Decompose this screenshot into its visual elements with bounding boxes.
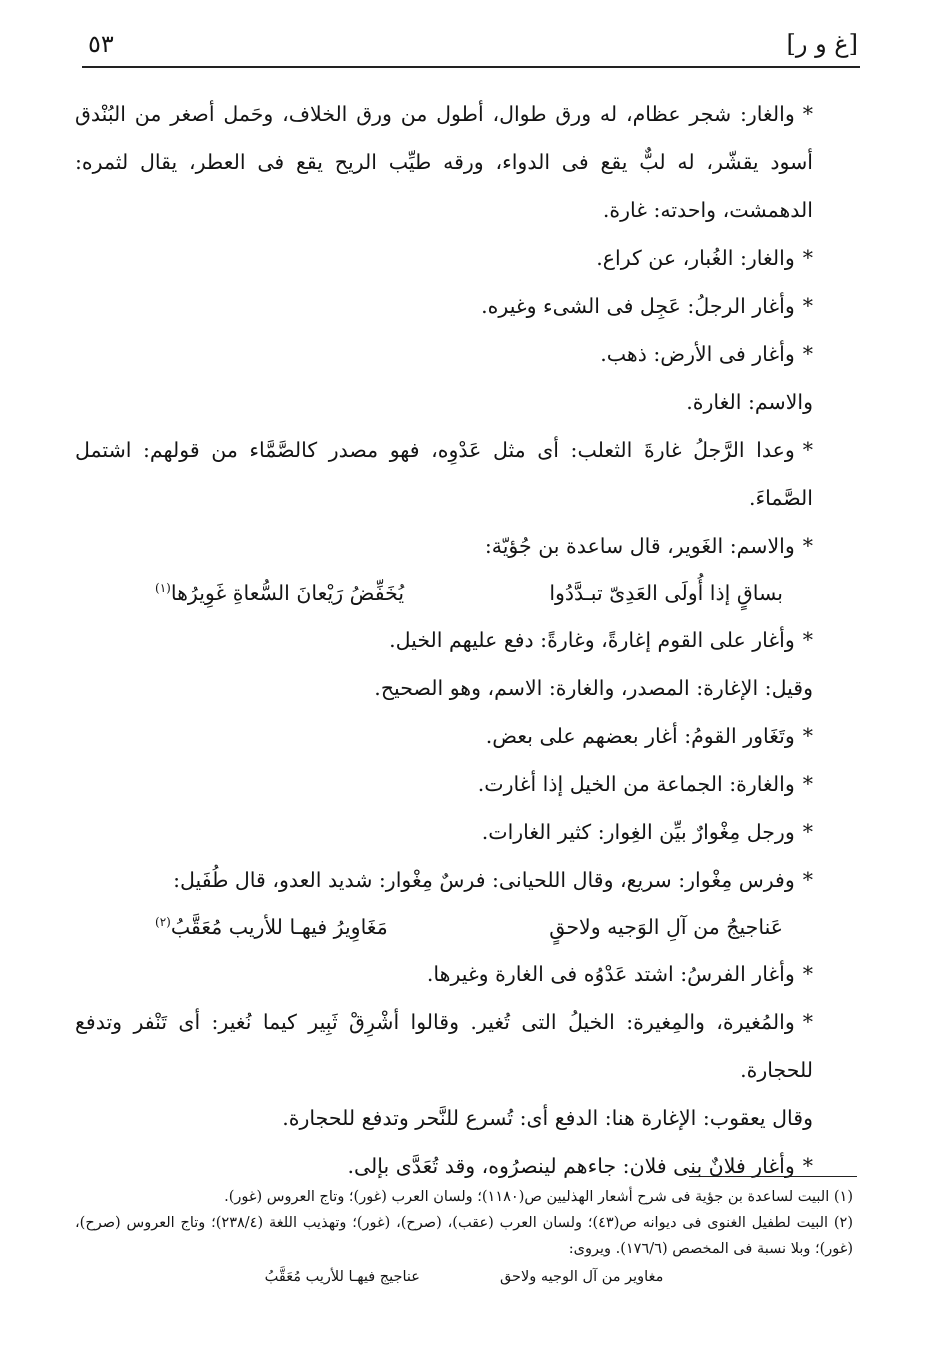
footnote-ref: (١) <box>155 581 171 596</box>
paragraph <box>75 1142 853 1190</box>
asterisk-marker: * <box>802 628 813 652</box>
paragraph-text: والمُغيرة، والمِغيرة: الخيلُ التى تُغير. وقالوا أشْرِقْ ثَبِير كيما نُغير: أى تَنْفر وتدفع للحجارة. <box>75 1010 813 1082</box>
footnote <box>75 1210 853 1262</box>
asterisk-marker: * <box>802 820 813 844</box>
paragraph-text: والغارة: الجماعة من الخيل إذا أغارت. <box>477 772 795 796</box>
paragraph <box>75 378 853 426</box>
paragraph-text: وأغار الرجلُ: عَجِل فى الشىء وغيره. <box>481 294 795 318</box>
footnote-verse-first-hemistich: مغاوير من آل الوجيه ولاحق <box>499 1269 664 1285</box>
paragraph-text: والغار: الغُبار، عن كراع. <box>596 246 795 270</box>
paragraph-text: والاسم: الغَوير، قال ساعدة بن جُؤيّة: <box>484 534 795 558</box>
poetry-verse <box>75 570 853 616</box>
asterisk-marker: * <box>802 1154 813 1178</box>
footnote-number: (٢) <box>833 1215 854 1231</box>
paragraph <box>75 664 853 712</box>
paragraph-text: وقال يعقوب: الإغارة هنا: الدفع أى: تُسرع للنَّحر وتدفع للحجارة. <box>282 1106 813 1130</box>
paragraph <box>75 234 853 282</box>
paragraph-text: وأغار الفرسُ: اشتد عَدْوُه فى الغارة وغيرها. <box>426 962 795 986</box>
asterisk-marker: * <box>802 1010 813 1034</box>
verse-first-hemistich: بساقٍ إذا أُولَى العَدِىّ تبـدَّدُوا <box>549 581 783 605</box>
paragraph-text: وتَغَاور القومُ: أغار بعضهم على بعض. <box>485 724 795 748</box>
footnote-verse-second-hemistich: عناجيج فيهـا للأريب مُعَقَّبُ <box>264 1269 420 1285</box>
footnote-number: (١) <box>833 1189 853 1205</box>
paragraph <box>75 90 853 234</box>
footnote-text: البيت لطفيل الغنوى فى ديوانه ص(٤٣)؛ ولسان العرب (عقب)، (صرح)، (غور)؛ وتهذيب اللغة (٢٣٨/٤)؛ وتاج العروس (صرح)، (غور)؛ وبلا نسبة فى المخصص (١٧٦/٦). ويروى: <box>75 1215 853 1257</box>
paragraph-text: وأغار على القوم إغارةً، وغارةً: دفع عليهم الخيل. <box>389 628 795 652</box>
asterisk-marker: * <box>802 868 813 892</box>
verse-first-hemistich: عَناجيجُ من آلِ الوَجيه ولاحقٍ <box>549 915 783 939</box>
paragraph <box>75 712 853 760</box>
paragraph-text: ورجل مِغْوارٌ بيِّن الغِوار: كثير الغارات. <box>481 820 795 844</box>
paragraph-text: وقيل: الإغارة: المصدر، والغارة: الاسم، وهو الصحيح. <box>374 676 813 700</box>
page-header <box>82 24 860 64</box>
asterisk-marker: * <box>802 102 813 126</box>
asterisk-marker: * <box>802 342 813 366</box>
paragraph <box>75 998 853 1094</box>
verse-second-hemistich <box>155 904 388 950</box>
paragraph <box>75 522 853 570</box>
paragraph <box>75 1094 853 1142</box>
verse-second-hemistich <box>155 570 404 616</box>
paragraph <box>75 616 853 664</box>
paragraph-text: وعدا الرَّجلُ غارةَ الثعلب: أى مثل عَدْوِه، فهو مصدر كالصَّمَّاء من قولهم: اشتمل الصَّماءَ. <box>75 438 813 510</box>
paragraph <box>75 856 853 904</box>
footnote-text: البيت لساعدة بن جؤية فى شرح أشعار الهذليين ص(١١٨٠)؛ ولسان العرب (غور)؛ وتاج العروس (غور). <box>224 1189 830 1205</box>
verse-text: مَغَاوِيرُ فيهـا للأريب مُعَقَّبُ <box>170 915 388 939</box>
asterisk-marker: * <box>802 294 813 318</box>
paragraph <box>75 426 853 522</box>
asterisk-marker: * <box>802 772 813 796</box>
running-head: [غ و ر] <box>786 30 858 58</box>
page-number: ٥٣ <box>88 30 114 58</box>
main-text <box>75 90 853 1190</box>
asterisk-marker: * <box>802 534 813 558</box>
footnote-separator <box>689 1176 857 1177</box>
paragraph-text: وأغار فى الأرض: ذهب. <box>600 342 795 366</box>
footnotes <box>75 1184 853 1290</box>
paragraph <box>75 950 853 998</box>
paragraph-text: وأغار فلانٌ بنى فلان: جاءهم لينصرُوه، وقد تُعَدَّى بإلى. <box>347 1154 795 1178</box>
paragraph-text: والاسم: الغارة. <box>686 390 813 414</box>
paragraph <box>75 808 853 856</box>
header-rule <box>82 66 860 68</box>
footnote-verse <box>75 1264 853 1290</box>
asterisk-marker: * <box>802 438 813 462</box>
asterisk-marker: * <box>802 962 813 986</box>
asterisk-marker: * <box>802 246 813 270</box>
asterisk-marker: * <box>802 724 813 748</box>
footnote <box>75 1184 853 1210</box>
paragraph-text: وفرس مِغْوار: سريع، وقال اللحيانى: فرسٌ مِغْوار: شديد العدو، قال طُفَيل: <box>173 868 795 892</box>
footnote-ref: (٢) <box>155 915 171 930</box>
poetry-verse <box>75 904 853 950</box>
verse-text: يُخَفِّضُ رَيْعانَ السُّعاةِ غَوِيرُها <box>170 581 405 605</box>
paragraph <box>75 282 853 330</box>
paragraph <box>75 330 853 378</box>
paragraph-text: والغار: شجر عظام، له ورق طوال، أطول من ورق الخلاف، وحَمل أصغر من البُنْدق أسود يقشّر، له لبٌّ يقع فى الدواء، ورقه طيِّب الريح يقع فى العطر، يقال لثمره: الدهمشت، واحدته: غارة. <box>75 102 813 222</box>
paragraph <box>75 760 853 808</box>
